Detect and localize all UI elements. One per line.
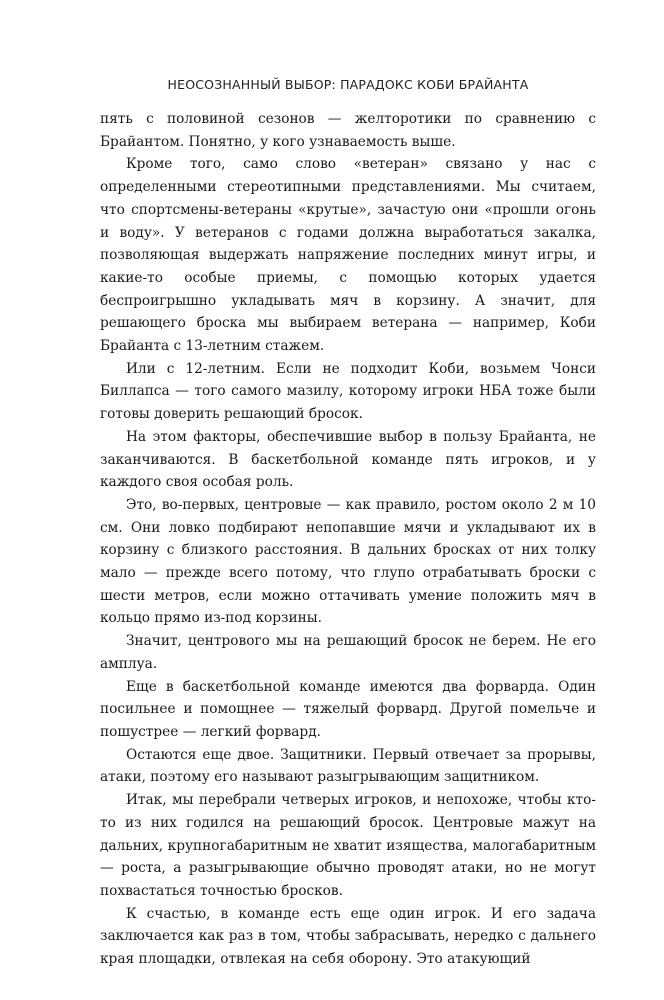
paragraph-8: Остаются еще двое. Защитники. Первый отвечает за прорывы, атаки, поэтому его называют разыгрывающим защитником.	[100, 746, 596, 786]
paragraph-10: К счастью, в команде есть еще один игрок. И его задача заключается как раз в том, чтобы забрасывать, нередко с дальнего края площадки, отвлекая на себя оборону. Это атакующий	[100, 905, 596, 968]
paragraph-3: Или с 12-летним. Если не подходит Коби, возьмем Чонси Биллапса — того самого мазилу, которому игроки НБА тоже были готовы доверить решающий бросок.	[100, 360, 596, 423]
body-text	[100, 108, 596, 971]
paragraph-6: Значит, центрового мы на решающий бросок не берем. Не его амплуа.	[100, 633, 596, 672]
paragraph-4: На этом факторы, обеспечившие выбор в пользу Брайанта, не заканчиваются. В баскетбольной команде пять игроков, и у каждого своя особая роль.	[100, 428, 596, 491]
paragraph-1: пять с половиной сезонов — желторотики по сравнению с Брайантом. Понятно, у кого узнаваемость выше.	[100, 111, 596, 150]
paragraph-7: Еще в баскетбольной команде имеются два форварда. Один посильнее и помощнее — тяжелый форвард. Другой помельче и пошустрее — легкий форвард.	[100, 678, 596, 740]
paragraph-9: Итак, мы перебрали четверых игроков, и непохоже, чтобы кто-то из них годился на решающий бросок. Центровые мажут на дальних, крупногабаритным не хватит изящества, малогабаритным — роста, а разыгрывающие обычно проводят атаки, но не могут похвастаться точностью бросков.	[100, 792, 596, 899]
running-head: НЕОСОЗНАННЫЙ ВЫБОР: ПАРАДОКС КОБИ БРАЙАНТА	[167, 77, 529, 92]
paragraph-2: Кроме того, само слово «ветеран» связано у нас с определенными стереотипными представлениями. Мы считаем, что спортсмены-ветераны «крутые», зачастую они «прошли огонь и воду». У ветеранов с годами должна выработаться закалка, позволяющая выдержать напряжение последних минут игры, и какие-то особые приемы, с помощью которых удается беспроигрышно укладывать мяч в корзину. А значит, для решающего броска мы выбираем ветерана — например, Коби Брайанта с 13-летним стажем.	[100, 156, 596, 355]
paragraph-5: Это, во-первых, центровые — как правило, ростом около 2 м 10 см. Они ловко подбирают непопавшие мячи и укладывают их в корзину с близкого расстояния. В дальних бросках от них толку мало — прежде всего потому, что глупо отрабатывать броски с шести метров, если можно оттачивать умение положить мяч в кольцо прямо из-под корзины.	[100, 496, 596, 627]
